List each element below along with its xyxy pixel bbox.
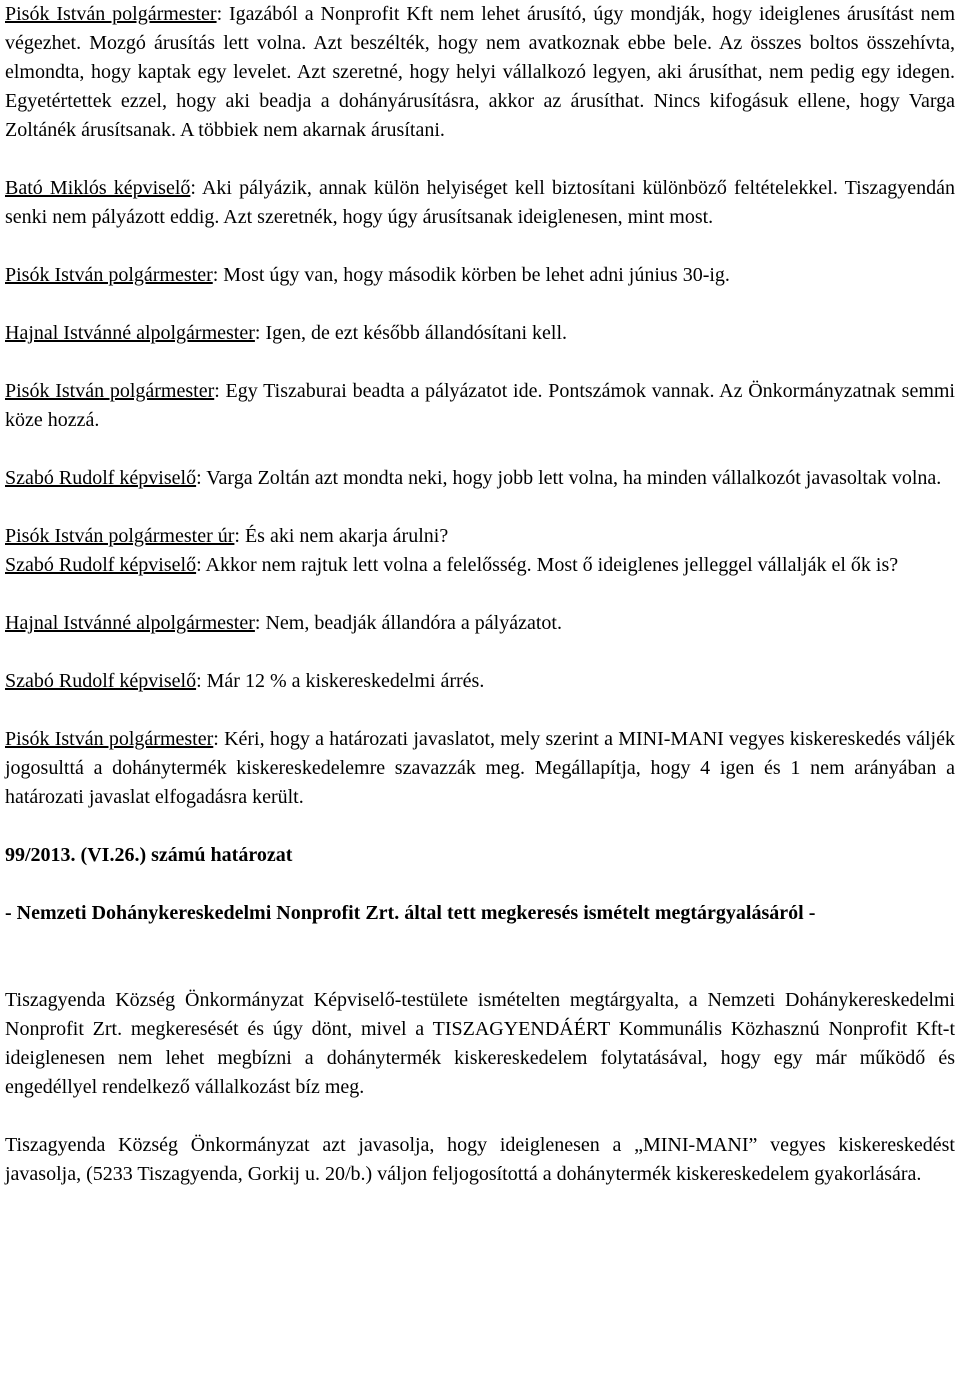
document-page [5,0,955,1189]
minutes-paragraph-11 [5,725,955,812]
resolution-body-paragraph-1: Tiszagyenda Község Önkormányzat Képviselő-testülete ismételten megtárgyalta, a Nemzeti Dohánykereskedelmi Nonprofit Zrt. megkeresését és úgy dönt, mivel a TISZAGYENDÁÉRT Kommunális Közhasznú Nonprofit Kft-t ideiglenesen nem lehet megbízni a dohánytermék kiskereskedelem folytatásával, hogy egy már működő és engedéllyel rendelkező vállalkozást bíz meg. [5,989,955,1098]
minutes-paragraph-1 [5,0,955,145]
speaker-name: Pisók István polgármester [5,728,214,750]
speaker-name: Szabó Rudolf képviselő [5,467,197,489]
speaker-name: Pisók István polgármester úr [5,525,235,547]
speaker-name: Pisók István polgármester [5,380,215,402]
minutes-paragraph-6 [5,464,955,493]
speech-text: : Aki pályázik, annak külön helyiséget kell biztosítani különböző feltételekkel. Tiszagyendán senki nem pályázott eddig. Azt szeretnék, hogy úgy árusítsanak ideiglenesen, mint most. [5,177,955,228]
speech-text: : Nem, beadják állandóra a pályázatot. [254,612,562,634]
minutes-paragraph-7 [5,522,955,551]
speech-text: : Varga Zoltán azt mondta neki, hogy jobb lett volna, ha minden vállalkozót javasoltak volna. [196,467,942,489]
speaker-name: Pisók István polgármester [5,3,217,25]
minutes-paragraph-5 [5,377,955,435]
minutes-paragraph-2 [5,174,955,232]
resolution-title: - Nemzeti Dohánykereskedelmi Nonprofit Zrt. által tett megkeresés ismételt megtárgyalásáról - [5,902,816,924]
speech-text: : Igazából a Nonprofit Kft nem lehet árusító, úgy mondják, hogy ideiglenes árusítást nem végezhet. Mozgó árusítás lett volna. Azt beszélték, hogy nem avatkoznak ebbe bele. Az összes boltos összehívta, elmondta, hogy kaptak egy levelet. Azt szeretné, hogy helyi vállalkozó legyen, aki árusíthat, nem pedig egy idegen. Egyetértettek ezzel, hogy aki beadja a dohányárusításra, akkor az árusíthat. Nincs kifogásuk ellene, hogy Varga Zoltánék árusítsanak. A többiek nem akarnak árusítani. [5,3,956,141]
speech-text: : Egy Tiszaburai beadta a pályázatot ide. Pontszámok vannak. Az Önkormányzatnak semmi köze hozzá. [5,380,955,431]
minutes-paragraph-8 [5,551,955,580]
speech-text: : Igen, de ezt később állandósítani kell. [254,322,568,344]
speaker-name: Bató Miklós képviselő [5,177,191,199]
minutes-paragraph-9 [5,609,955,638]
minutes-paragraph-10 [5,667,955,696]
minutes-paragraph-4 [5,319,955,348]
speaker-name: Pisók István polgármester [5,264,213,286]
speech-text: : Most úgy van, hogy második körben be lehet adni június 30-ig. [212,264,730,286]
resolution-body-paragraph-2: Tiszagyenda Község Önkormányzat azt javasolja, hogy ideiglenesen a „MINI-MANI” vegyes kiskereskedést javasolja, (5233 Tiszagyenda, Gorkij u. 20/b.) váljon feljogosítottá a dohánytermék kiskereskedelem gyakorlására. [5,1134,955,1185]
speech-text: : És aki nem akarja árulni? [234,525,449,547]
speaker-name: Hajnal Istvánné alpolgármester [5,612,255,634]
minutes-paragraph-3 [5,261,955,290]
resolution-number: 99/2013. (VI.26.) számú határozat [5,844,293,866]
speaker-name: Szabó Rudolf képviselő [5,670,197,692]
speech-text: : Már 12 % a kiskereskedelmi árrés. [196,670,485,692]
speech-text: : Kéri, hogy a határozati javaslatot, mely szerint a MINI-MANI vegyes kiskereskedés váljék jogosulttá a dohánytermék kiskereskedelemre szavazzák meg. Megállapítja, hogy 4 igen és 1 nem arányában a határozati javaslat elfogadásra került. [5,728,955,808]
speaker-name: Hajnal Istvánné alpolgármester [5,322,255,344]
speech-text: : Akkor nem rajtuk lett volna a felelősség. Most ő ideiglenes jelleggel vállalják el ők is? [196,554,899,576]
speaker-name: Szabó Rudolf képviselő [5,554,197,576]
